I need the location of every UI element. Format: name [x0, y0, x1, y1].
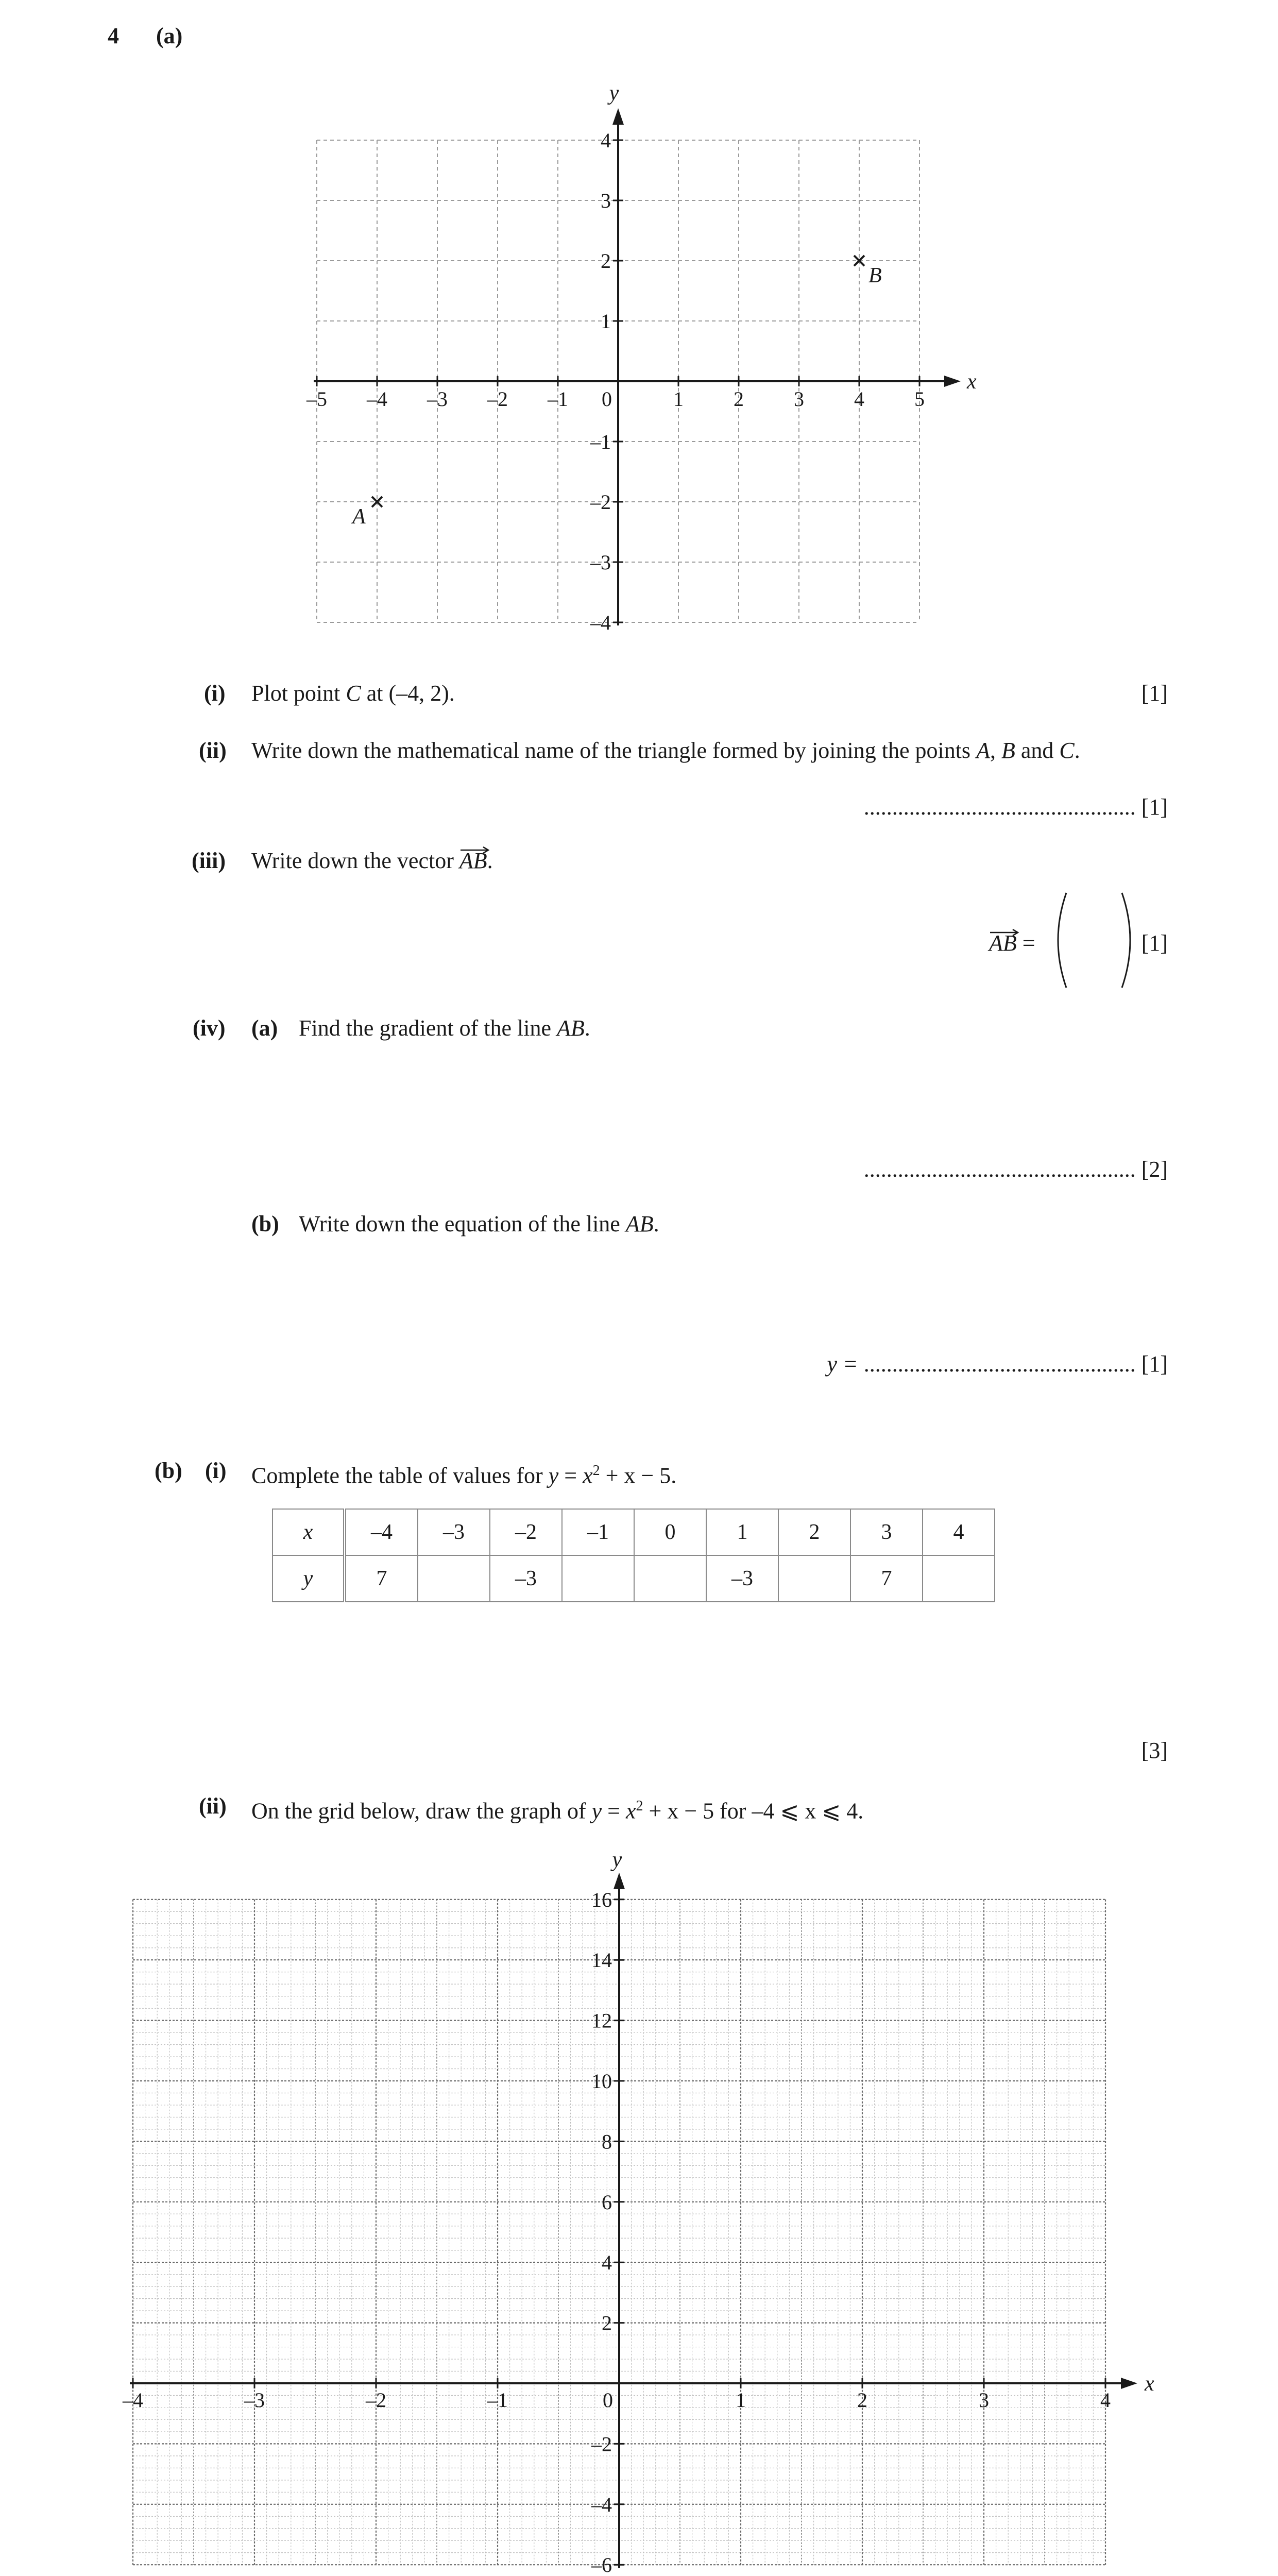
x-axis-label: x	[1145, 2372, 1154, 2396]
table-cell-x: 0	[634, 1509, 706, 1555]
part-b-label: (b)	[155, 1458, 182, 1483]
y-tick-label: 4	[601, 129, 611, 152]
a-iv-b-label: (b)	[251, 1211, 279, 1236]
a-i-label: (i)	[204, 681, 226, 706]
b-ii-label: (ii)	[199, 1793, 227, 1819]
x-tick-label: –5	[306, 387, 327, 411]
x-axis-arrow-icon	[1121, 2378, 1137, 2389]
grid-b-tick-labels	[122, 1848, 1154, 2576]
table-cell-y[interactable]	[418, 1555, 490, 1602]
table-cell-y[interactable]	[923, 1555, 995, 1602]
x-tick-label: –3	[244, 2388, 265, 2412]
a-i-marks: [1]	[1141, 681, 1168, 706]
a-iv-b-question: Write down the equation of the line AB.	[299, 1211, 659, 1236]
x-tick-label: 3	[979, 2388, 989, 2412]
vector-arrow-icon	[989, 928, 1020, 936]
grid-b-axes	[130, 1873, 1137, 2568]
b-i-label: (i)	[205, 1458, 227, 1483]
b-ii-question: On the grid below, draw the graph of $y = x^2 + x - 5$ for –4 ⩽ x ⩽ 4.	[251, 1798, 864, 1824]
x-tick-label: –2	[366, 2388, 386, 2412]
y-tick-label: 10	[591, 2070, 612, 2093]
x-tick-label: –1	[548, 387, 568, 411]
x-tick-label: 4	[854, 387, 864, 411]
a-iv-label: (iv)	[193, 1015, 226, 1041]
y-tick-label: 12	[591, 2009, 612, 2032]
x-tick-label: 2	[857, 2388, 867, 2412]
x-tick-label: 2	[734, 387, 744, 411]
y-tick-label: –1	[590, 430, 611, 453]
table-cell-x: –1	[562, 1509, 634, 1555]
point-label: A	[352, 505, 366, 529]
x-tick-label: –3	[427, 387, 448, 411]
x-axis-arrow-icon	[944, 376, 961, 387]
y-tick-label: 14	[591, 1948, 612, 1972]
table-cell-y[interactable]	[562, 1555, 634, 1602]
y-tick-label: 8	[602, 2130, 612, 2154]
a-iii-label: (iii)	[192, 848, 226, 873]
y-tick-label: –4	[590, 611, 611, 634]
table-of-values	[272, 1509, 995, 1602]
vector-arrow-icon	[459, 845, 490, 854]
question-number: 4	[108, 23, 119, 48]
table-cell-x: 2	[778, 1509, 850, 1555]
y-axis-label: y	[609, 81, 619, 105]
y-axis-arrow-icon	[614, 1873, 625, 1889]
x-tick-label: –4	[123, 2388, 143, 2412]
point-label: B	[868, 264, 882, 287]
a-iii-marks: [1]	[1141, 930, 1168, 956]
a-ii-question: Write down the mathematical name of the triangle formed by joining the points A, B and C.	[251, 738, 1080, 763]
y-tick-label: 1	[601, 310, 611, 333]
x-tick-label: –4	[367, 387, 387, 411]
y-tick-label: –4	[591, 2493, 612, 2516]
grid-a-axes	[314, 108, 961, 625]
coordinate-grid-b[interactable]	[113, 1834, 1174, 2576]
y-tick-label: 16	[591, 1888, 612, 1911]
b-i-marks: [3]	[1141, 1738, 1168, 1763]
x-tick-label: 1	[673, 387, 684, 411]
y-tick-label: –2	[590, 490, 611, 514]
column-vector-brackets[interactable]	[1046, 889, 1133, 992]
x-tick-label: –1	[487, 2388, 508, 2412]
y-tick-label: –3	[590, 551, 611, 574]
a-iv-a-question: Find the gradient of the line AB.	[299, 1015, 590, 1041]
a-iii-answer-label: AB =	[989, 930, 1035, 957]
table-cell-x: –2	[490, 1509, 562, 1555]
x-tick-label: –2	[487, 387, 508, 411]
part-a-label: (a)	[156, 23, 183, 48]
x-axis-label: x	[967, 370, 977, 394]
table-cell-y[interactable]	[778, 1555, 850, 1602]
table-cell-x: –4	[345, 1509, 418, 1555]
table-cell-y[interactable]: –3	[706, 1555, 778, 1602]
a-i-question: Plot point C at (–4, 2).	[251, 681, 455, 706]
table-cell-y[interactable]: –3	[490, 1555, 562, 1602]
a-iv-b-answer[interactable]: y = ................................................ [1]	[827, 1351, 1168, 1377]
y-axis-arrow-icon	[612, 108, 624, 125]
a-ii-answer[interactable]: ................................................ [1]	[863, 794, 1168, 820]
table-cell-x: 4	[923, 1509, 995, 1555]
vector-ab: AB	[459, 848, 487, 874]
a-iv-a-label: (a)	[251, 1015, 278, 1041]
y-tick-label: –2	[591, 2432, 612, 2456]
table-cell-x: –3	[418, 1509, 490, 1555]
table-cell-y[interactable]	[634, 1555, 706, 1602]
x-tick-label: 0	[603, 2388, 613, 2412]
y-tick-label: 2	[602, 2311, 612, 2335]
y-tick-label: 6	[602, 2190, 612, 2214]
table-row-y	[272, 1555, 995, 1602]
y-axis-label: y	[612, 1848, 622, 1872]
y-tick-label: 2	[601, 249, 611, 273]
x-tick-label: 4	[1100, 2388, 1111, 2412]
table-cell-y[interactable]: 7	[850, 1555, 923, 1602]
x-tick-label: 5	[914, 387, 925, 411]
x-tick-label: 1	[736, 2388, 746, 2412]
a-iv-a-answer[interactable]: ................................................ [2]	[863, 1157, 1168, 1182]
grid-a-tick-labels	[306, 81, 977, 634]
coordinate-grid-a	[288, 72, 979, 644]
table-cell-y[interactable]: 7	[345, 1555, 418, 1602]
table-header-y: y	[272, 1555, 345, 1602]
x-tick-label: 3	[794, 387, 804, 411]
a-ii-label: (ii)	[199, 738, 227, 763]
a-iii-question: Write down the vector AB.	[251, 848, 493, 874]
table-cell-x: 3	[850, 1509, 923, 1555]
y-tick-label: 3	[601, 189, 611, 212]
x-tick-label: 0	[602, 387, 612, 411]
table-cell-x: 1	[706, 1509, 778, 1555]
y-tick-label: 4	[602, 2251, 612, 2275]
table-row-x	[272, 1509, 995, 1555]
table-header-x: x	[272, 1509, 345, 1555]
y-tick-label: –6	[591, 2553, 612, 2576]
b-i-question: Complete the table of values for $y = x^2 + x - 5$.	[251, 1463, 677, 1488]
